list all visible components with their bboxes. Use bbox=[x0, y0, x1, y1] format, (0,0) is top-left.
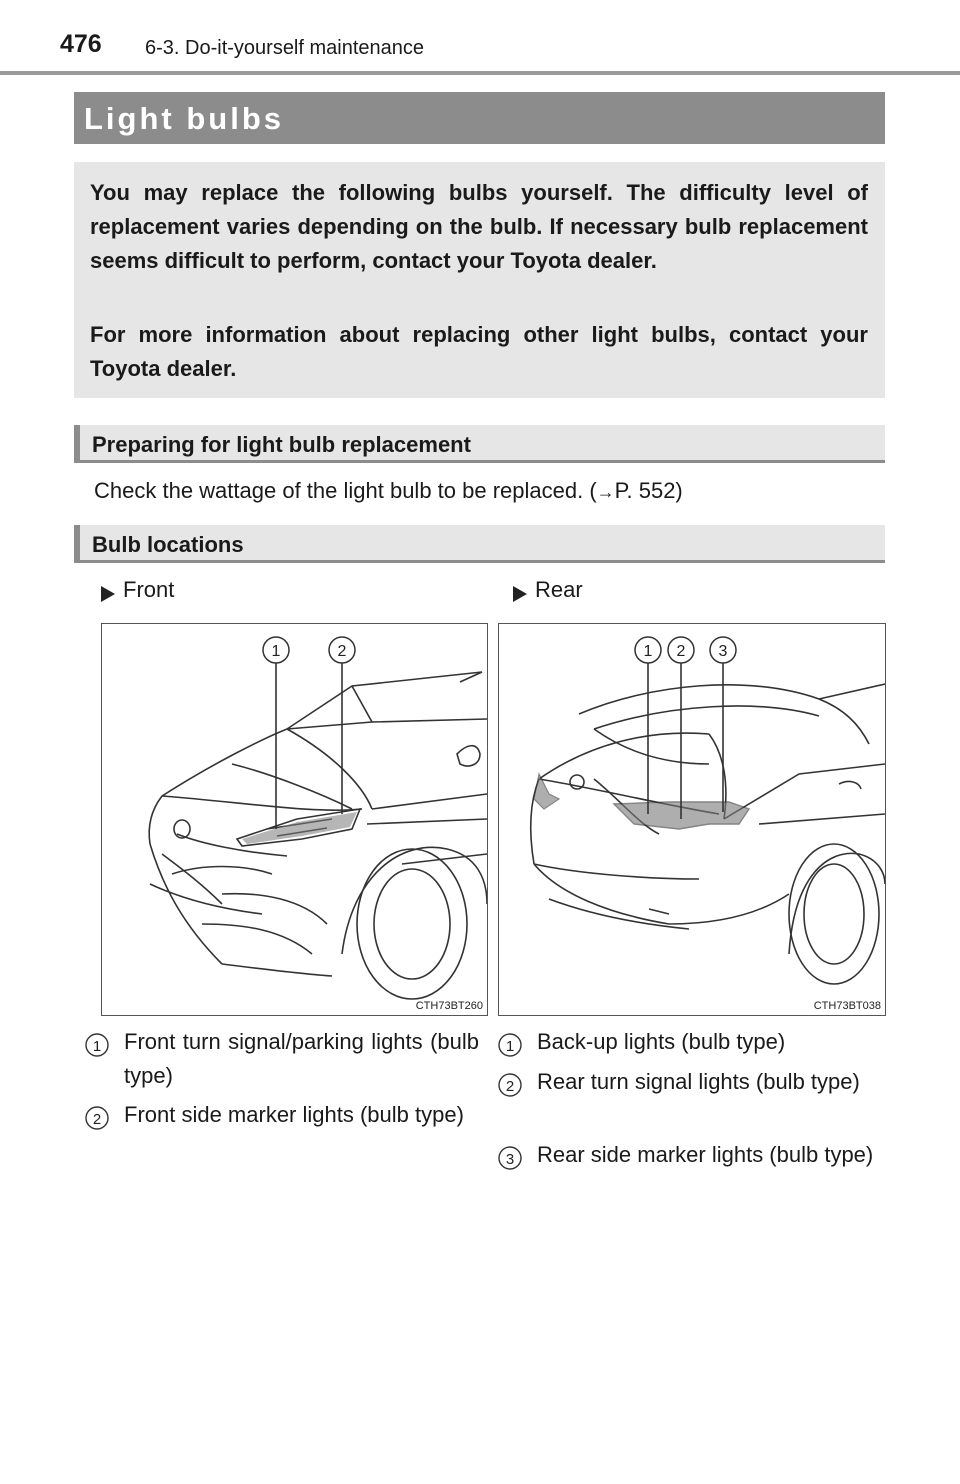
callout-3-label: 3 bbox=[718, 643, 728, 660]
page-number: 476 bbox=[60, 30, 102, 58]
triangle-bullet-icon bbox=[513, 586, 527, 602]
arrow-icon: → bbox=[596, 482, 615, 502]
intro-paragraph-1: You may replace the following bulbs yourself. The difficulty level of replacement varies depending on the bulb. If necessary bulb replacement seems difficult to perform, contact your Toyota dealer. bbox=[90, 180, 868, 273]
svg-text:2: 2 bbox=[505, 1078, 515, 1095]
legend-text: Rear turn signal lights (bulb type) bbox=[537, 1069, 860, 1094]
front-image-code: CTH73BT260 bbox=[415, 1000, 483, 1012]
rear-image-code: CTH73BT038 bbox=[813, 1000, 881, 1012]
callout-2 bbox=[329, 637, 355, 663]
header-rule bbox=[0, 71, 960, 75]
number-badge bbox=[497, 1072, 523, 1098]
rear-illustration-panel bbox=[498, 623, 886, 1016]
legend-text: Front turn signal/parking lights (bulb type) bbox=[124, 1029, 479, 1088]
number-badge bbox=[84, 1105, 110, 1131]
callout-1-label: 1 bbox=[271, 643, 281, 660]
number-badge bbox=[84, 1032, 110, 1058]
callout-1-label: 1 bbox=[643, 643, 653, 660]
section-label: 6-3. Do-it-yourself maintenance bbox=[145, 37, 425, 59]
wattage-instruction bbox=[94, 478, 683, 504]
callout-1 bbox=[263, 637, 289, 663]
rear-car-illustration bbox=[499, 624, 885, 1015]
locations-heading: Bulb locations bbox=[92, 532, 244, 557]
number-badge bbox=[497, 1032, 523, 1058]
callout-1 bbox=[635, 637, 661, 663]
intro-paragraph-2: For more information about replacing other light bulbs, contact your Toyota dealer. bbox=[90, 322, 868, 381]
svg-text:1: 1 bbox=[92, 1038, 102, 1055]
callout-2-label: 2 bbox=[676, 643, 686, 660]
front-label-row bbox=[101, 577, 301, 610]
legend-text: Front side marker lights (bulb type) bbox=[124, 1102, 464, 1127]
callout-2-label: 2 bbox=[337, 643, 347, 660]
callout-3 bbox=[710, 637, 736, 663]
rear-label-row bbox=[513, 577, 713, 610]
legend-text: Rear side marker lights (bulb type) bbox=[537, 1142, 874, 1167]
front-label: Front bbox=[123, 577, 175, 602]
svg-text:1: 1 bbox=[505, 1038, 515, 1055]
front-car-illustration bbox=[102, 624, 487, 1015]
svg-text:3: 3 bbox=[505, 1151, 515, 1168]
page-reference-link[interactable]: P. 552) bbox=[614, 478, 683, 503]
preparing-heading: Preparing for light bulb replacement bbox=[92, 432, 471, 457]
rear-label: Rear bbox=[535, 577, 583, 602]
svg-text:2: 2 bbox=[92, 1111, 102, 1128]
front-illustration-panel bbox=[101, 623, 488, 1016]
page-title: Light bulbs bbox=[84, 101, 285, 136]
wattage-text-prefix: Check the wattage of the light bulb to be replaced. ( bbox=[94, 478, 597, 503]
callout-2 bbox=[668, 637, 694, 663]
triangle-bullet-icon bbox=[101, 586, 115, 602]
legend-text: Back-up lights (bulb type) bbox=[537, 1029, 786, 1054]
number-badge bbox=[497, 1145, 523, 1171]
